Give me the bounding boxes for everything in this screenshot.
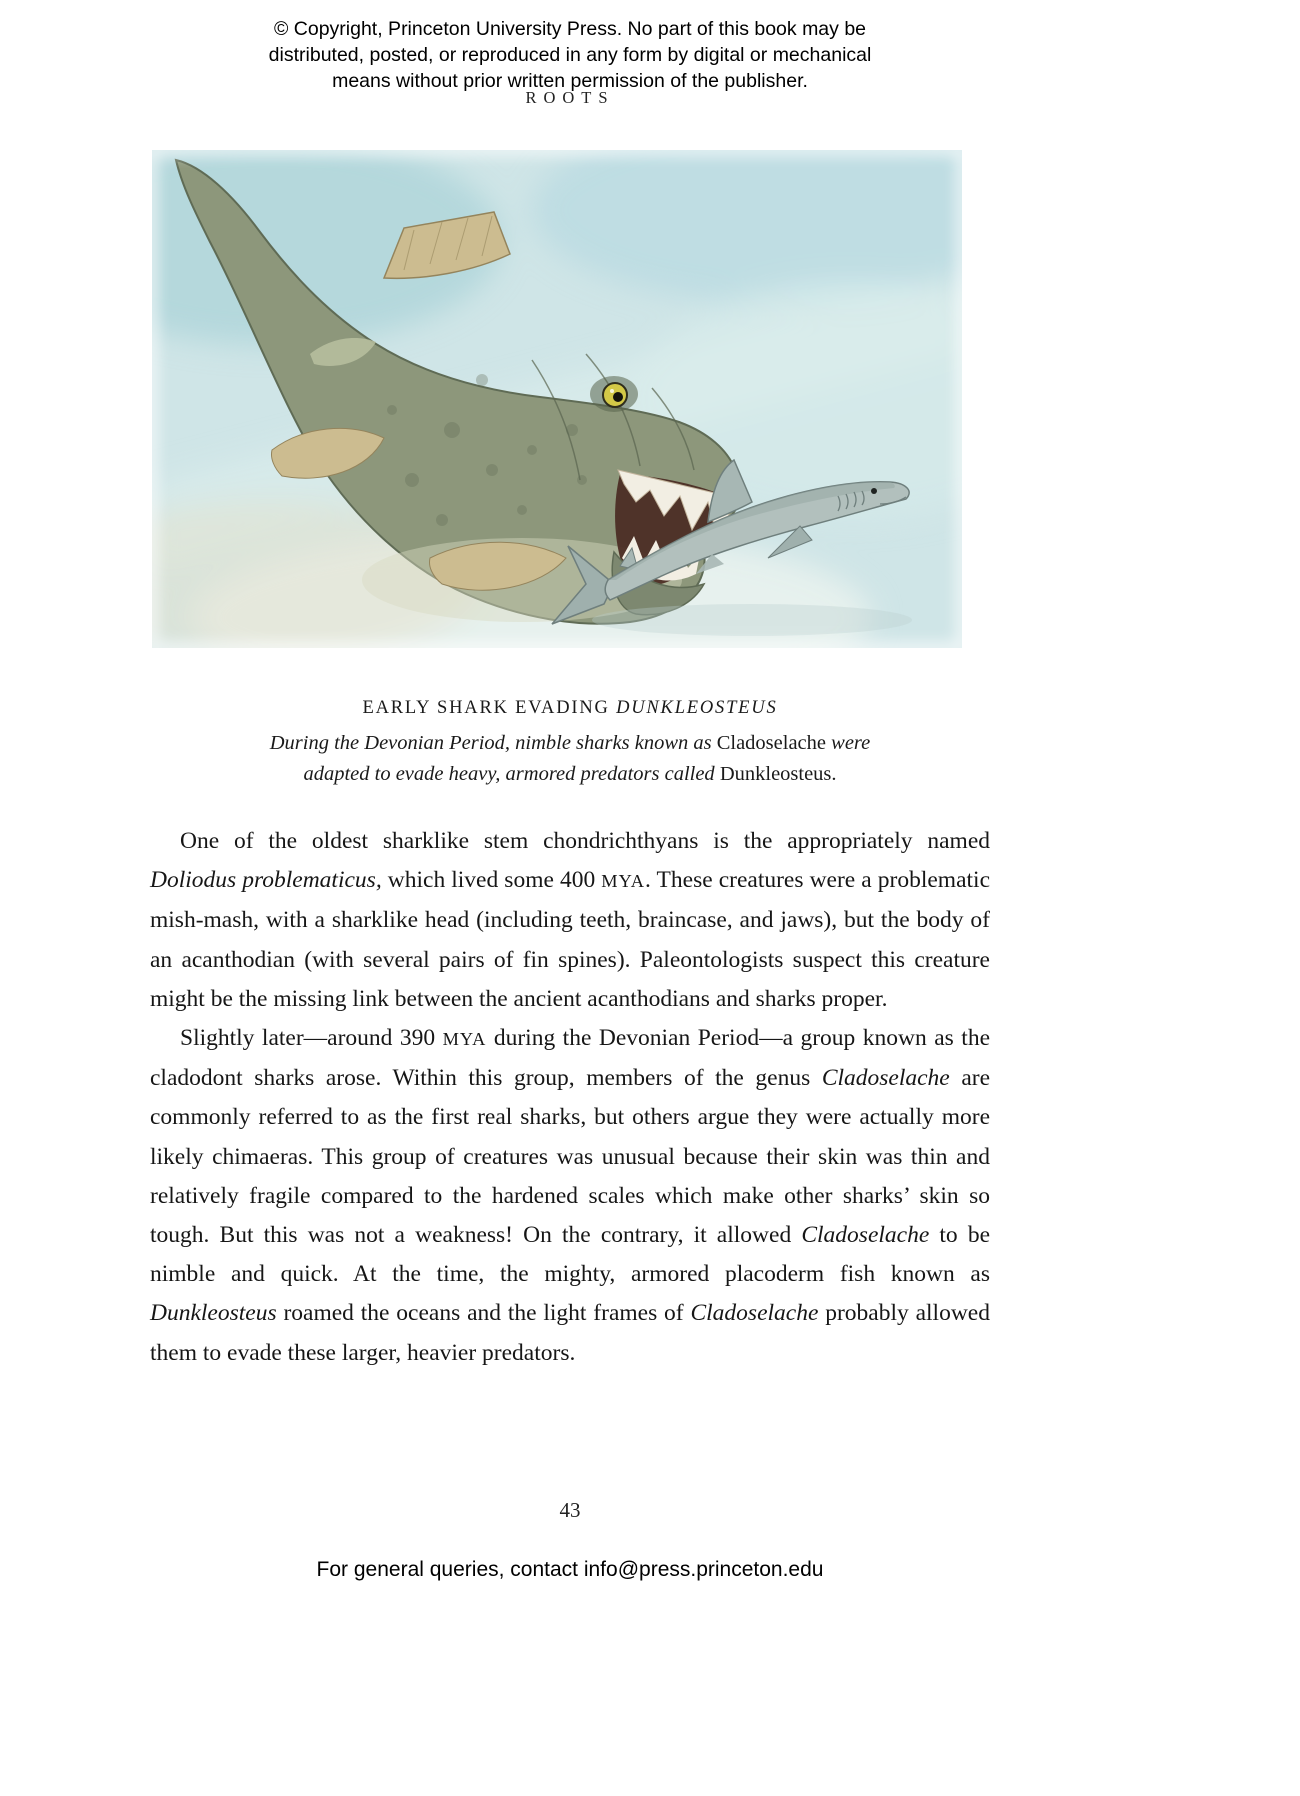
dunkleosteus-eye (590, 376, 638, 412)
copyright-line: © Copyright, Princeton University Press. No part of this book may be (273, 18, 867, 40)
figure-caption-text: During the Devonian Period, nimble sharks known as Cladoselache were adapted to evade heavy, armored predators called Dunkleosteus. (269, 732, 871, 785)
page-number: 43 (559, 1498, 581, 1522)
copyright-line: distributed, posted, or reproduced in any form by digital or mechanical (268, 44, 872, 66)
figure (152, 150, 962, 648)
running-head: ROOTS (525, 88, 615, 107)
body-text (150, 822, 990, 1373)
paragraph: Slightly later—around 390 MYA during the Devonian Period—a group known as the cladodont sharks arose. Within this group, members of the genus Cladoselache are commonly referred to as the first real sharks, but others argue they were actually more likely chimaeras. This group of creatures was unusual because their skin was thin and relatively fragile compared to the hardened scales which make other sharks’ skin so tough. But this was not a weakness! On the contrary, it allowed Cladoselache to be nimble and quick. At the time, the mighty, armored placoderm fish known as Dunkleosteus roamed the oceans and the light frames of Cladoselache probably allowed them to evade these larger, heavier predators. (150, 1025, 991, 1366)
figure-caption-heading: EARLY SHARK EVADING DUNKLEOSTEUS (362, 698, 778, 718)
footer-contact: For general queries, contact info@press.princeton.edu (316, 1558, 824, 1581)
copyright-line: means without prior written permission of the publisher. (332, 70, 808, 92)
dunkleosteus-shark-illustration (152, 150, 962, 648)
figure-caption (150, 728, 990, 790)
paragraph: One of the oldest sharklike stem chondrichthyans is the appropriately named Doliodus problematicus, which lived some 400 MYA. These creatures were a problematic mish-mash, with a sharklike head (including teeth, braincase, and jaws), but the body of an acanthodian (with several pairs of fin spines). Paleontologists suspect this creature might be the missing link between the ancient acanthodians and sharks proper. (150, 828, 991, 1012)
copyright-notice (150, 16, 990, 94)
shark-eye (871, 488, 877, 494)
